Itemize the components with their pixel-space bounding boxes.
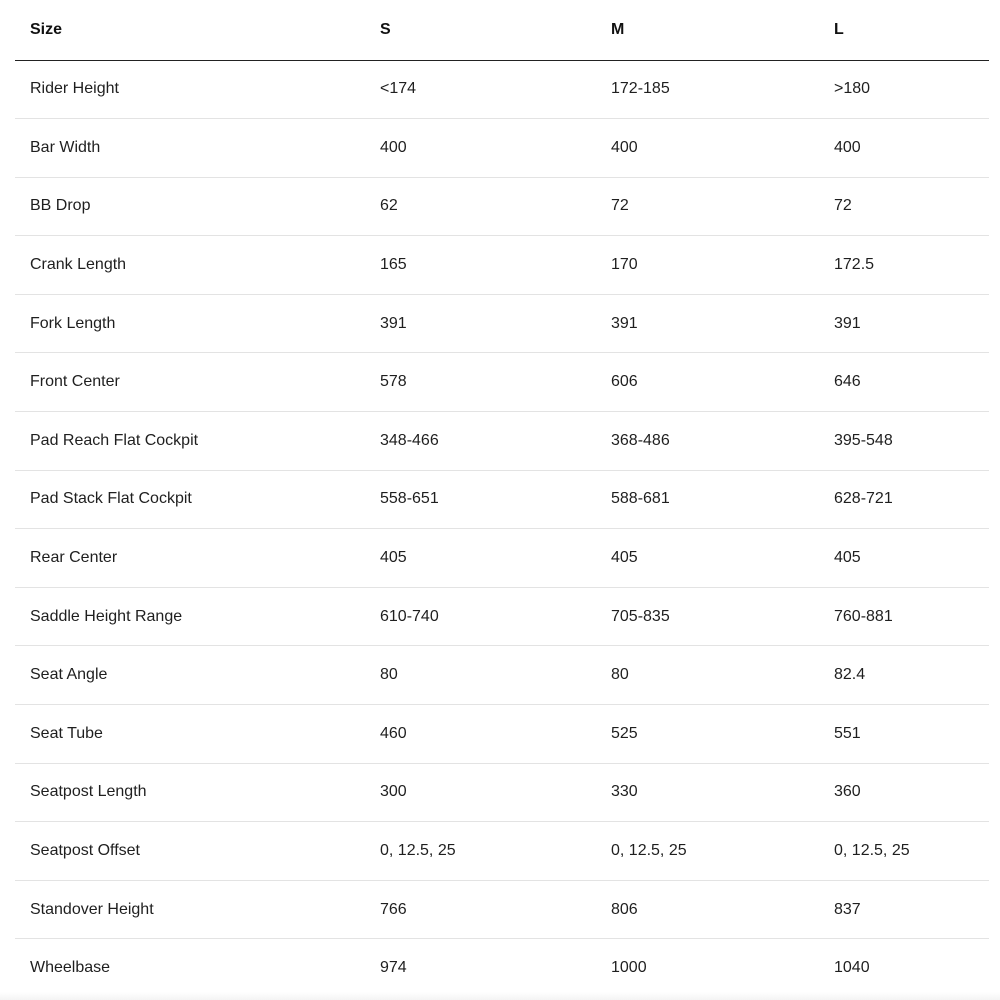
cell-s: 0, 12.5, 25 [365,822,596,881]
cell-l: 0, 12.5, 25 [819,822,989,881]
table-row [15,587,989,646]
row-label: Seatpost Offset [15,822,365,881]
row-label: Crank Length [15,236,365,295]
row-label: Bar Width [15,119,365,178]
row-label: BB Drop [15,177,365,236]
cell-m: 606 [596,353,819,412]
table-row [15,412,989,471]
row-label: Seat Angle [15,646,365,705]
cell-m: 391 [596,294,819,353]
table-row [15,705,989,764]
cell-l: 391 [819,294,989,353]
cell-s: 558-651 [365,470,596,529]
cell-s: 974 [380,959,407,977]
cell-l: 628-721 [819,470,989,529]
cell-m: 368-486 [596,412,819,471]
row-label: Saddle Height Range [15,587,365,646]
cell-l: 72 [819,177,989,236]
row-label: Pad Reach Flat Cockpit [15,412,365,471]
cell-l: 395-548 [819,412,989,471]
cell-s: 165 [365,236,596,295]
header-size: Size [15,0,365,60]
cell-s: 405 [365,529,596,588]
cell-m: 172-185 [596,60,819,119]
cell-m: 400 [596,119,819,178]
cell-l: 760-881 [819,587,989,646]
row-label: Standover Height [15,880,365,939]
cell-s: 610-740 [365,587,596,646]
table-row [15,470,989,529]
cell-m: 330 [596,763,819,822]
cell-s: 62 [365,177,596,236]
table-row [15,60,989,119]
cell-l: >180 [819,60,989,119]
cell-s: 300 [365,763,596,822]
cell-l: 837 [819,880,989,939]
cell-m: 525 [596,705,819,764]
cell-m: 588-681 [596,470,819,529]
cell-s: 766 [365,880,596,939]
cell-l: 405 [819,529,989,588]
cell-l: 360 [819,763,989,822]
cell-s: 348-466 [365,412,596,471]
table-row [15,763,989,822]
cell-s: 400 [365,119,596,178]
cell-s: 391 [365,294,596,353]
cell-l: 646 [819,353,989,412]
row-label: Seat Tube [15,705,365,764]
table-header [15,0,989,60]
row-label: Seatpost Length [15,763,365,822]
row-label: Rider Height [15,60,365,119]
header-s: S [365,0,596,60]
cell-m: 1000 [611,959,647,977]
bottom-fade [0,992,1000,1000]
table-row [15,880,989,939]
table-row [15,177,989,236]
row-label: Pad Stack Flat Cockpit [15,470,365,529]
row-label: Fork Length [15,294,365,353]
cell-l: 82.4 [819,646,989,705]
table-row [15,939,989,998]
cell-m: 705-835 [596,587,819,646]
cell-m: 80 [596,646,819,705]
cell-s: 578 [365,353,596,412]
cell-m: 0, 12.5, 25 [596,822,819,881]
table-row [15,236,989,295]
table-row [15,294,989,353]
cell-l: 551 [819,705,989,764]
header-l: L [819,0,989,60]
cell-l: 1040 [834,959,870,977]
row-label: Wheelbase [30,959,111,977]
cell-m: 72 [596,177,819,236]
cell-l: 172.5 [819,236,989,295]
row-label: Front Center [15,353,365,412]
header-m: M [596,0,819,60]
cell-s: 460 [365,705,596,764]
cell-m: 405 [596,529,819,588]
cell-l: 400 [819,119,989,178]
cell-m: 170 [596,236,819,295]
cell-s: 80 [365,646,596,705]
geometry-table [15,0,989,998]
cell-m: 806 [596,880,819,939]
cell-s: <174 [365,60,596,119]
table-body [15,60,989,998]
table-row [15,646,989,705]
table-row [15,119,989,178]
table-row [15,529,989,588]
table-row [15,353,989,412]
row-label: Rear Center [15,529,365,588]
header-row [15,0,989,60]
table-row [15,822,989,881]
